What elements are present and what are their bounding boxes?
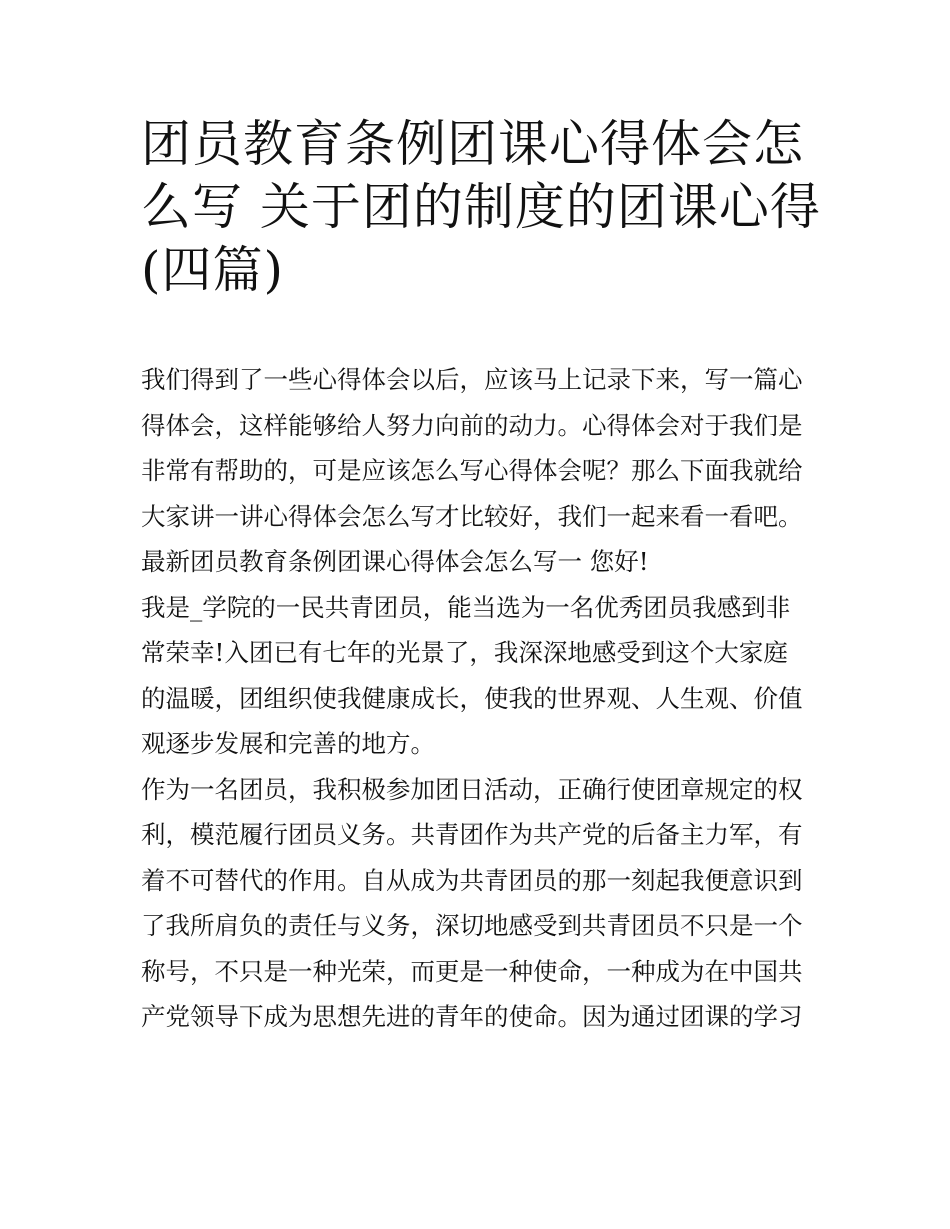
body-line: 我们得到了一些心得体会以后，应该马上记录下来，写一篇心 — [141, 365, 803, 394]
body-line: 得体会，这样能够给人努力向前的动力。心得体会对于我们是 — [141, 410, 803, 440]
body-line: 了我所肩负的责任与义务，深切地感受到共青团员不只是一个 — [141, 911, 803, 940]
body-line: 大家讲一讲心得体会怎么写才比较好，我们一起来看一看吧。 — [141, 501, 803, 531]
body-line: 称号，不只是一种光荣，而更是一种使命，一种成为在中国共 — [141, 956, 803, 986]
title-line: 么写 关于团的制度的团课心得 — [141, 178, 821, 236]
body-line: 非常有帮助的，可是应该怎么写心得体会呢？那么下面我就给 — [141, 456, 803, 485]
body-line: 作为一名团员，我积极参加团日活动，正确行使团章规定的权 — [141, 774, 803, 804]
document-body — [141, 357, 821, 1040]
body-line: 观逐步发展和完善的地方。 — [141, 729, 435, 758]
title-line: (四篇) — [141, 241, 285, 299]
body-line: 最新团员教育条例团课心得体会怎么写一 您好! — [141, 547, 649, 576]
body-line: 的温暖，团组织使我健康成长，使我的世界观、人生观、价值 — [141, 683, 803, 713]
body-line: 产党领导下成为思想先进的青年的使命。因为通过团课的学习 — [141, 1002, 803, 1031]
body-line: 着不可替代的作用。自从成为共青团员的那一刻起我便意识到 — [141, 865, 803, 895]
body-line: 利，模范履行团员义务。共青团作为共产党的后备主力军，有 — [141, 820, 803, 849]
body-line: 常荣幸!入团已有七年的光景了，我深深地感受到这个大家庭 — [141, 638, 788, 667]
title-line: 团员教育条例团课心得体会怎 — [141, 115, 804, 173]
document-title — [141, 113, 821, 302]
body-line: 我是_学院的一民共青团员，能当选为一名优秀团员我感到非 — [141, 592, 791, 622]
